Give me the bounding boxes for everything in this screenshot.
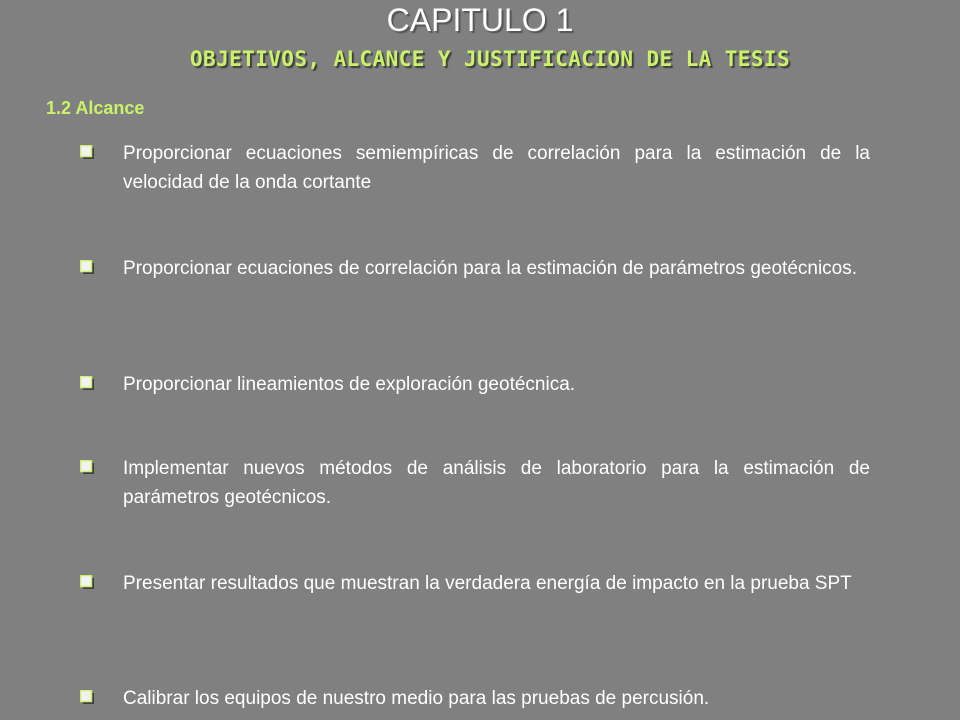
bullet-text: Proporcionar ecuaciones de correlación para la estimación de parámetros geotécnicos. — [123, 258, 858, 279]
slide-subtitle: OBJETIVOS, ALCANCE Y JUSTIFICACION DE LA TESIS — [190, 47, 790, 71]
bullet-item — [80, 370, 870, 399]
bullet-item — [80, 454, 870, 512]
checkbox-square-icon — [80, 376, 94, 390]
bullet-item — [80, 139, 870, 197]
checkbox-square-icon — [80, 145, 94, 159]
checkbox-square-icon — [80, 690, 94, 704]
section-heading: 1.2 Alcance — [46, 98, 145, 118]
bullet-text: Implementar nuevos métodos de análisis de laboratorio para la estimación de parámetros geotécnicos. — [123, 458, 870, 508]
bullet-text: Proporcionar lineamientos de exploración geotécnica. — [123, 374, 576, 395]
checkbox-square-icon — [80, 575, 94, 589]
checkbox-square-icon — [80, 460, 94, 474]
bullet-text: Proporcionar ecuaciones semiempíricas de correlación para la estimación de la velocidad de la onda cortante — [123, 143, 870, 193]
bullet-text: Calibrar los equipos de nuestro medio para las pruebas de percusión. — [123, 688, 710, 709]
bullet-item — [80, 684, 870, 713]
bullet-text: Presentar resultados que muestran la verdadera energía de impacto en la prueba SPT — [123, 573, 852, 594]
bullet-item — [80, 254, 870, 283]
slide-title: CAPITULO 1 — [386, 2, 574, 38]
checkbox-square-icon — [80, 260, 94, 274]
bullet-item — [80, 569, 870, 598]
